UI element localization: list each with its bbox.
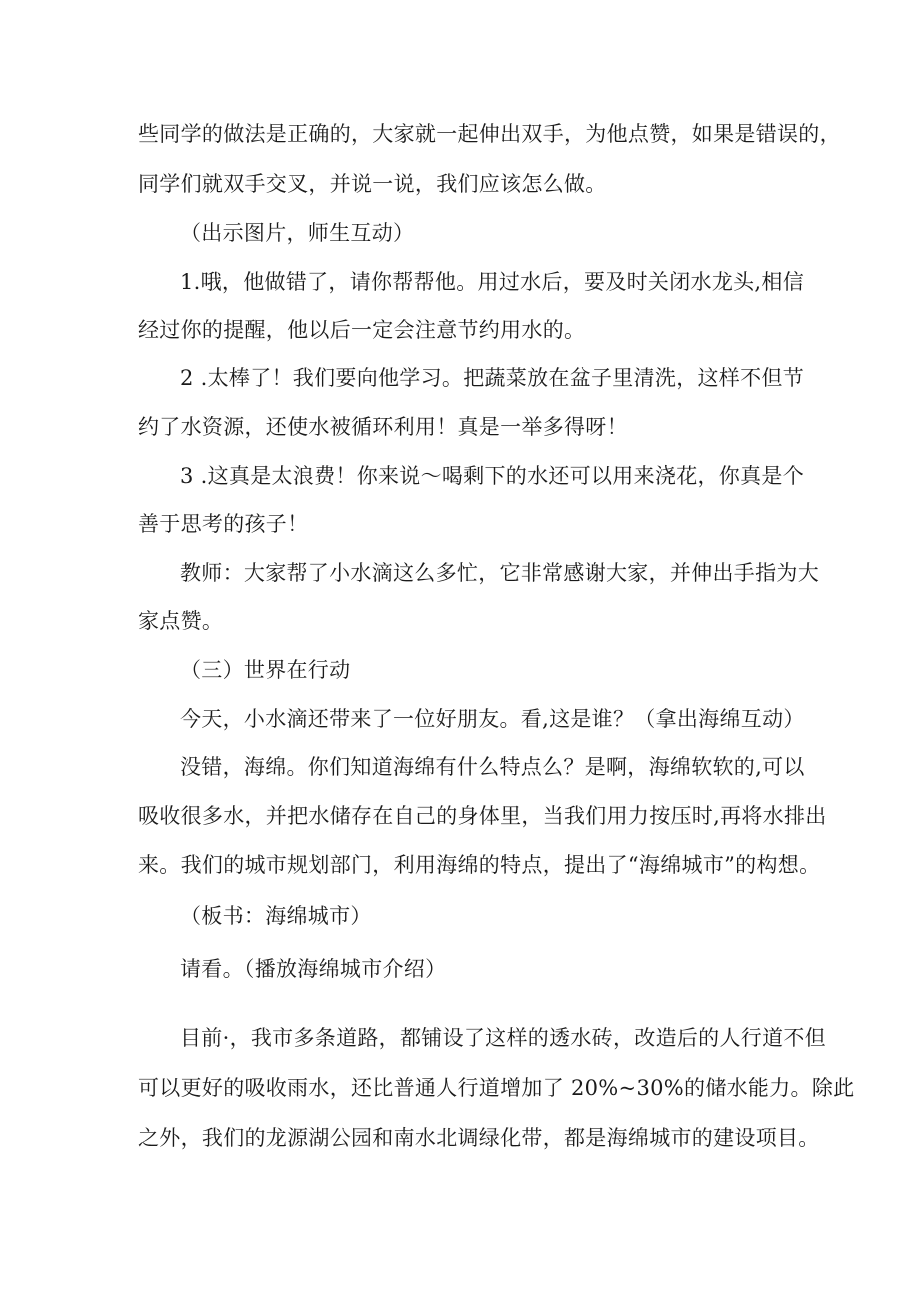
- text-line: 约了水资源，还使水被循环利用！真是一举多得呀！: [138, 415, 628, 439]
- text-line: 1.哦，他做错了，请你帮帮他。用过水后，要及时关闭水龙头,相信: [180, 270, 805, 294]
- text-line: 目前·，我市多条道路，都铺设了这样的透水砖，改造后的人行道不但: [180, 1026, 826, 1050]
- text-line: 可以更好的吸收雨水，还比普通人行道增加了 20%~30%的储水能力。除此: [138, 1076, 855, 1100]
- text-line: 吸收很多水，并把水储存在自己的身体里，当我们用力按压时,再将水排出: [138, 804, 827, 828]
- text-line: 善于思考的孩子！: [138, 512, 309, 536]
- text-line: 请看。（播放海绵城市介绍）: [180, 957, 447, 981]
- text-line: 家点赞。: [138, 609, 224, 633]
- text-line: 经过你的提醒，他以后一定会注意节约用水的。: [138, 318, 586, 342]
- text-line: 来。我们的城市规划部门，利用海绵的特点，提出了“海绵城市”的构想。: [138, 853, 821, 877]
- section-heading: （三）世界在行动: [180, 658, 351, 682]
- text-line: 3 .这真是太浪费！你来说～喝剩下的水还可以用来浇花，你真是个: [180, 464, 805, 488]
- text-line: 之外，我们的龙源湖公园和南水北调绿化带，都是海绵城市的建设项目。: [138, 1126, 820, 1150]
- text-line: （出示图片，师生互动）: [180, 221, 415, 245]
- text-line: 2 .太棒了！我们要向他学习。把蔬菜放在盆子里清洗，这样不但节: [180, 366, 805, 390]
- text-line: 没错，海绵。你们知道海绵有什么特点么？是啊，海绵软软的,可以: [180, 755, 805, 779]
- text-line: 今天，小水滴还带来了一位好朋友。看,这是谁？（拿出海绵互动）: [180, 707, 805, 731]
- text-line: （板书：海绵城市）: [180, 904, 372, 928]
- text-line: 教师：大家帮了小水滴这么多忙，它非常感谢大家，并伸出手指为大: [180, 561, 819, 585]
- text-line: 同学们就双手交叉，并说一说，我们应该怎么做。: [138, 172, 607, 196]
- text-line: 些同学的做法是正确的，大家就一起伸出双手，为他点赞，如果是错误的，: [138, 122, 841, 146]
